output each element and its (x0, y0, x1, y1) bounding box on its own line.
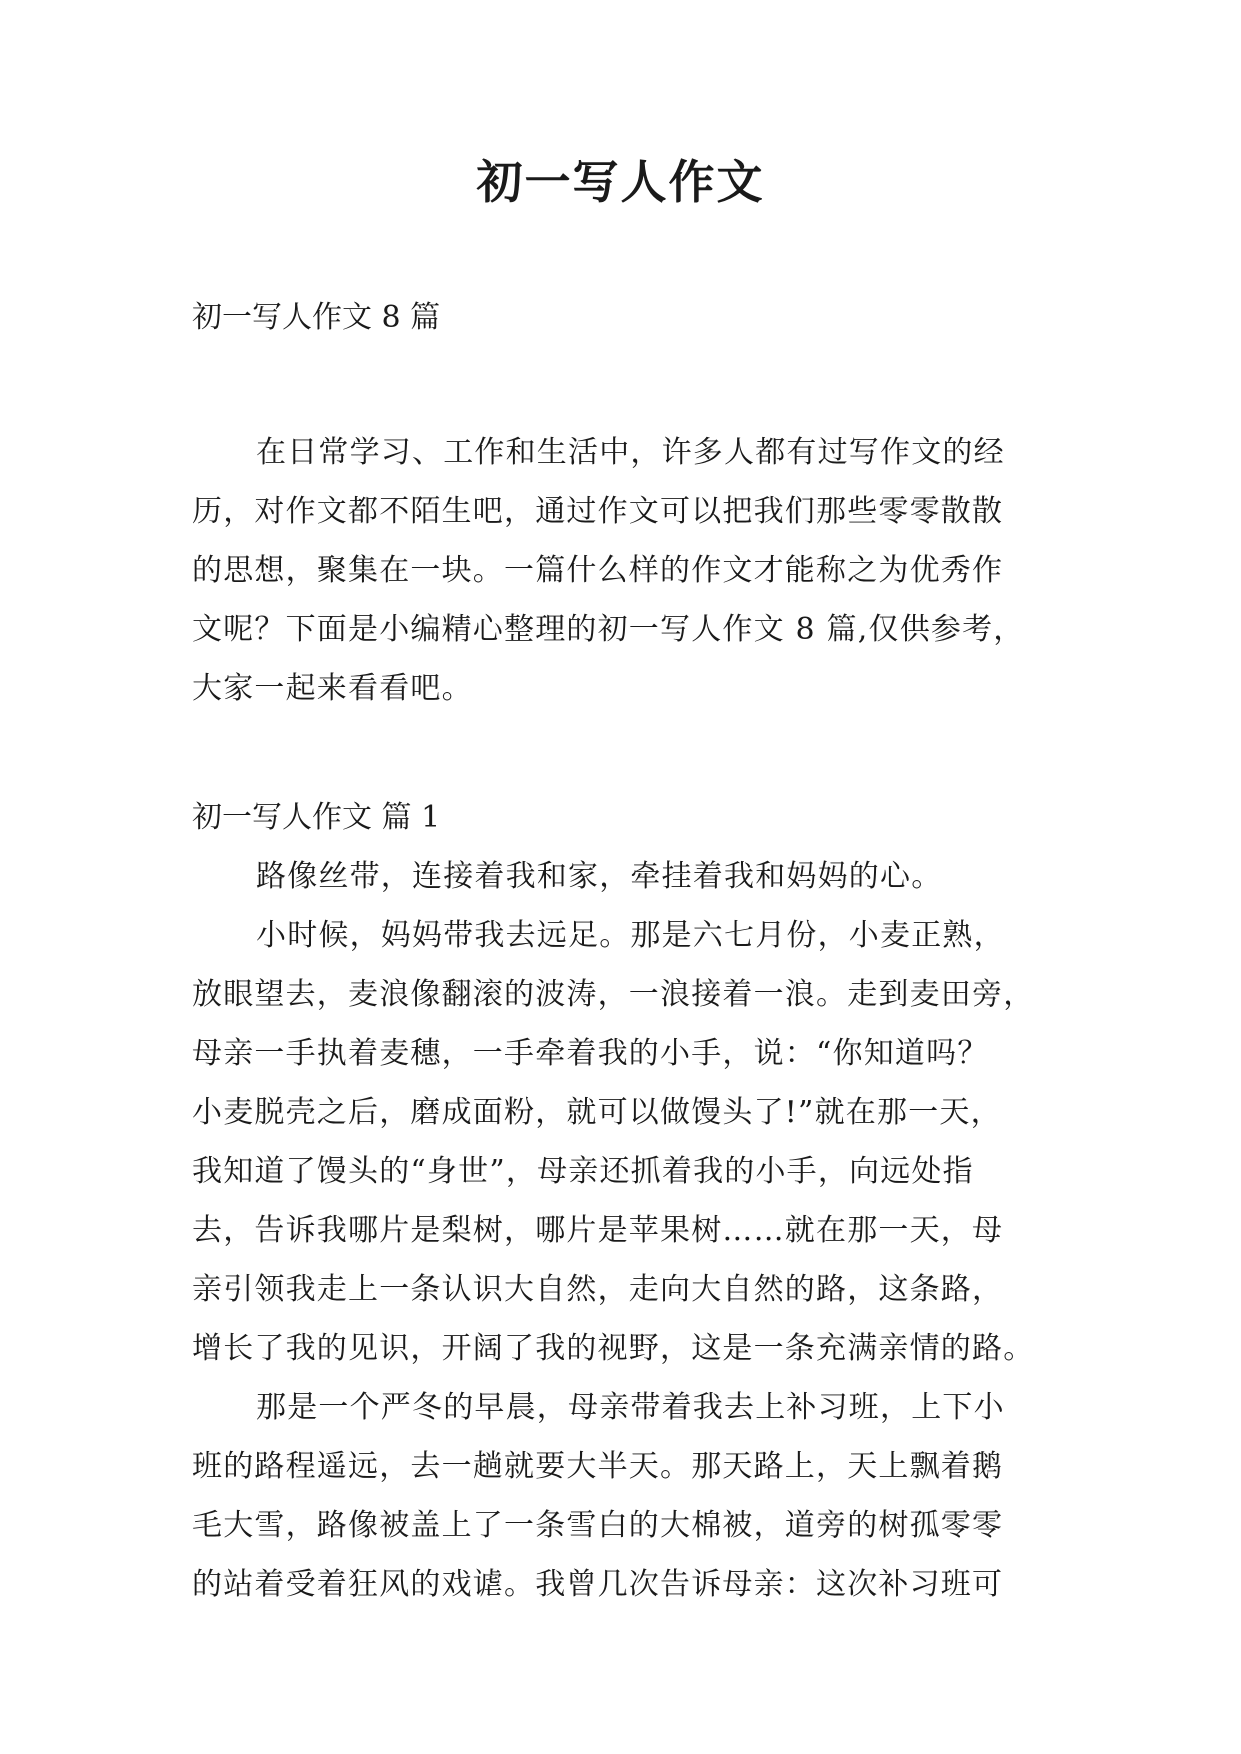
text-line: 路像丝带，连接着我和家，牵挂着我和妈妈的心。 (256, 859, 943, 894)
text-line: 大家一起来看看吧。 (192, 671, 473, 706)
section-heading: 初一写人作文 篇 1 (192, 800, 441, 835)
body-paragraph-3 (192, 1378, 1052, 1614)
text-line: 母亲一手执着麦穗，一手牵着我的小手，说：“你知道吗？ (192, 1036, 989, 1071)
intro-paragraph (192, 423, 1052, 718)
spacer (192, 718, 1052, 788)
text-line: 毛大雪，路像被盖上了一条雪白的大棉被，道旁的树孤零零 (192, 1508, 1004, 1543)
text-line: 的站着受着狂风的戏谑。我曾几次告诉母亲：这次补习班可 (192, 1567, 1004, 1602)
text-line: 增长了我的见识，开阔了我的视野，这是一条充满亲情的路。 (192, 1331, 1035, 1366)
text-line: 亲引领我走上一条认识大自然，走向大自然的路，这条路， (192, 1272, 1004, 1307)
document-title: 初一写人作文 (476, 155, 765, 209)
spacer (192, 347, 1052, 423)
text-line: 放眼望去，麦浪像翻滚的波涛，一浪接着一浪。走到麦田旁， (192, 977, 1035, 1012)
text-line: 去，告诉我哪片是梨树，哪片是苹果树……就在那一天，母 (192, 1213, 1004, 1248)
collection-heading: 初一写人作文 8 篇 (192, 300, 441, 335)
text-line: 历，对作文都不陌生吧，通过作文可以把我们那些零零散散 (192, 494, 1004, 529)
text-line: 在日常学习、工作和生活中，许多人都有过写作文的经 (256, 435, 1005, 470)
body-paragraph-1 (192, 847, 1052, 906)
text-line: 我知道了馒头的“身世”，母亲还抓着我的小手，向远处指 (192, 1154, 974, 1189)
document-body (192, 288, 1052, 1614)
text-line: 的思想，聚集在一块。一篇什么样的作文才能称之为优秀作 (192, 553, 1004, 588)
text-line: 文呢？下面是小编精心整理的初一写人作文 8 篇,仅供参考， (192, 612, 1025, 647)
text-line: 小时候，妈妈带我去远足。那是六七月份，小麦正熟， (256, 918, 1005, 953)
text-line: 班的路程遥远，去一趟就要大半天。那天路上，天上飘着鹅 (192, 1449, 1004, 1484)
text-line: 那是一个严冬的早晨，母亲带着我去上补习班，上下小 (256, 1390, 1005, 1425)
body-paragraph-2 (192, 906, 1052, 1378)
text-line: 小麦脱壳之后，磨成面粉，就可以做馒头了!”就在那一天， (192, 1095, 1002, 1130)
